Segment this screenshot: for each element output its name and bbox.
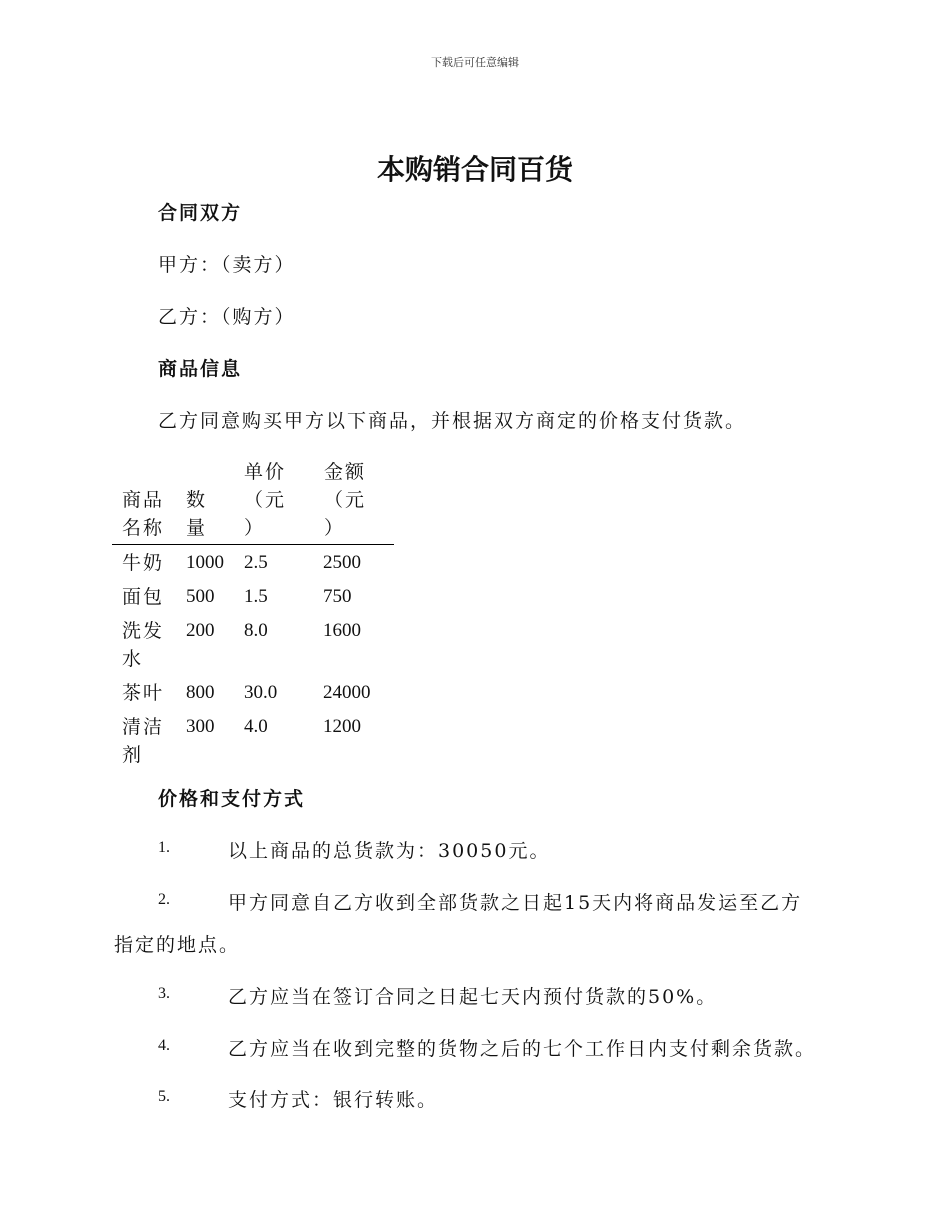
list-item-number: 3.: [158, 985, 170, 1002]
page-header-note: 下载后可任意编辑: [431, 56, 519, 69]
table-header-row: [112, 456, 394, 545]
col-header-price: 单价 （元 ）: [244, 461, 287, 539]
goods-intro: 乙方同意购买甲方以下商品，并根据双方商定的价格支付货款。: [158, 410, 747, 432]
section-heading-parties: 合同双方: [158, 202, 243, 224]
cell-name: 面包: [122, 586, 165, 608]
cell-qty: 500: [186, 586, 215, 607]
document-title: 本购销合同百货: [376, 153, 573, 186]
party-a-line: 甲方：（卖方）: [158, 254, 296, 276]
cell-amount: 750: [323, 586, 352, 607]
cell-name: 清洁 剂: [122, 716, 165, 766]
cell-qty: 200: [186, 620, 215, 641]
list-item-text: 乙方应当在签订合同之日起七天内预付货款的50%。: [228, 986, 718, 1008]
table-row: [112, 579, 394, 613]
cell-amount: 1600: [323, 620, 361, 641]
goods-table: [112, 456, 394, 771]
list-item-text: 支付方式：银行转账。: [228, 1089, 439, 1111]
section-heading-payment: 价格和支付方式: [158, 788, 306, 810]
cell-amount: 1200: [323, 716, 361, 737]
party-b-line: 乙方：（购方）: [158, 306, 296, 328]
cell-name: 洗发 水: [122, 620, 165, 670]
list-item-number: 1.: [158, 839, 170, 856]
list-item-text: 甲方同意自乙方收到全部货款之日起15天内将商品发运至乙方: [228, 892, 803, 914]
cell-qty: 300: [186, 716, 215, 737]
cell-amount: 24000: [323, 682, 371, 703]
col-header-name: 商品 名称: [122, 489, 165, 539]
cell-price: 1.5: [244, 586, 268, 607]
cell-price: 4.0: [244, 716, 268, 737]
cell-qty: 800: [186, 682, 215, 703]
list-item-text: 以上商品的总货款为：30050元。: [228, 840, 551, 862]
list-item-text: 乙方应当在收到完整的货物之后的七个工作日内支付剩余货款。: [228, 1038, 817, 1060]
cell-price: 2.5: [244, 552, 268, 573]
cell-qty: 1000: [186, 552, 224, 573]
col-header-amount: 金额 （元 ）: [324, 461, 367, 539]
table-row: [112, 675, 394, 709]
cell-name: 牛奶: [122, 552, 165, 574]
table-row: [112, 613, 394, 675]
cell-price: 30.0: [244, 682, 278, 703]
table-row: [112, 545, 394, 579]
table-row: [112, 709, 394, 771]
list-item-number: 5.: [158, 1088, 170, 1105]
cell-price: 8.0: [244, 620, 268, 641]
cell-name: 茶叶: [122, 682, 165, 704]
list-item-text-continued: 指定的地点。: [114, 934, 241, 956]
cell-amount: 2500: [323, 552, 361, 573]
list-item-number: 4.: [158, 1037, 170, 1054]
list-item-number: 2.: [158, 891, 170, 908]
section-heading-goods: 商品信息: [158, 358, 243, 380]
col-header-qty: 数 量: [186, 489, 208, 539]
